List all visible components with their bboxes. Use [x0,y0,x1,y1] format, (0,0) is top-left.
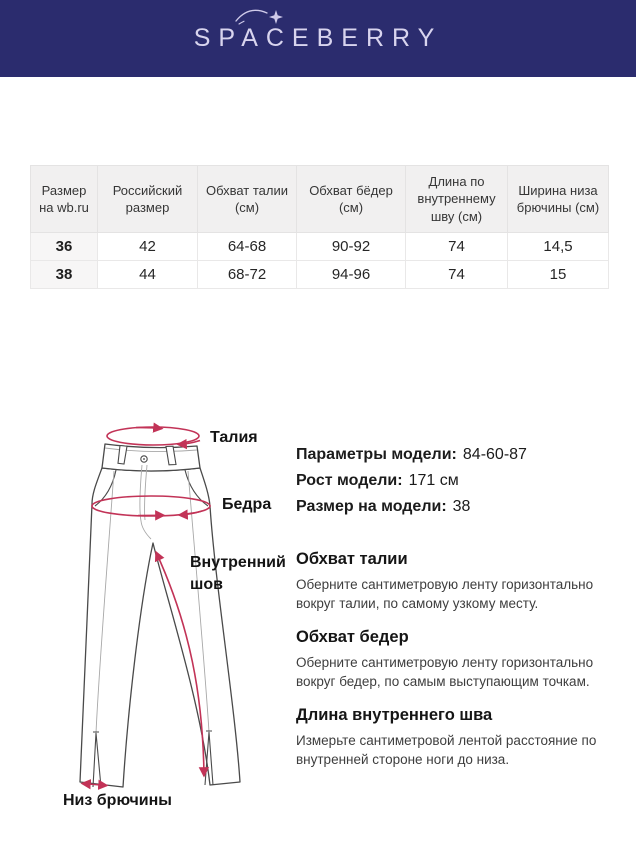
cell-russian-size: 42 [98,233,198,261]
model-parameters [296,442,618,468]
size-table [30,165,609,289]
cell-inseam-length: 74 [406,233,508,261]
column-header-hem-width: Ширина низа брючины (см) [508,166,609,233]
measure-guide [296,549,618,769]
model-size-label: Размер на модели: [296,498,447,515]
guide-section-title: Обхват талии [296,550,408,568]
cell-size-wb: 38 [31,261,98,289]
pants-drawing [52,418,297,826]
cell-hips: 90-92 [297,233,406,261]
guide-section-inseam [296,705,618,769]
model-height-label: Рост модели: [296,472,403,489]
guide-section-waist [296,549,618,613]
cell-waist: 64-68 [198,233,297,261]
guide-section-hips [296,627,618,691]
table-row [31,261,609,289]
model-info [296,442,618,520]
column-header-russian-size: Российский размер [98,166,198,233]
model-height-value: 171 см [408,472,459,489]
column-header-inseam-length: Длина по внутреннему шву (см) [406,166,508,233]
model-height [296,468,618,494]
cell-russian-size: 44 [98,261,198,289]
brand-name: SPACEBERRY [193,24,443,52]
column-header-hips: Обхват бёдер (см) [297,166,406,233]
table-header-row [31,166,609,233]
shooting-star-icon [232,3,292,31]
cell-hem-width: 15 [508,261,609,289]
model-parameters-label: Параметры модели: [296,446,457,463]
cell-waist: 68-72 [198,261,297,289]
diagram-label-hips: Бедра [222,496,272,513]
diagram-label-inseam: Внутренний шов [190,554,286,593]
guide-section-title: Обхват бедер [296,628,409,646]
pants-measurement-diagram [52,418,297,826]
brand-logo [194,24,443,53]
brand-header [0,0,636,77]
guide-section-text: Измерьте сантиметровой лентой расстояние по внутренней стороне ноги до низа. [296,733,597,767]
guide-section-text: Оберните сантиметровую ленту горизонтально вокруг бедер, по самым выступающим точкам. [296,655,594,689]
guide-section-text: Оберните сантиметровую ленту горизонтально вокруг талии, по самому узкому месту. [296,577,594,611]
model-and-measure-info [296,442,618,783]
cell-inseam-length: 74 [406,261,508,289]
diagram-label-hem: Низ брючины [63,792,172,809]
column-header-size-wb: Размер на wb.ru [31,166,98,233]
guide-section-title: Длина внутреннего шва [296,706,493,724]
model-parameters-value: 84-60-87 [462,446,527,463]
cell-size-wb: 36 [31,233,98,261]
column-header-waist: Обхват талии (см) [198,166,297,233]
cell-hips: 94-96 [297,261,406,289]
model-size [296,494,618,520]
cell-hem-width: 14,5 [508,233,609,261]
model-size-value: 38 [452,498,471,515]
diagram-label-waist: Талия [210,429,258,446]
table-row [31,233,609,261]
